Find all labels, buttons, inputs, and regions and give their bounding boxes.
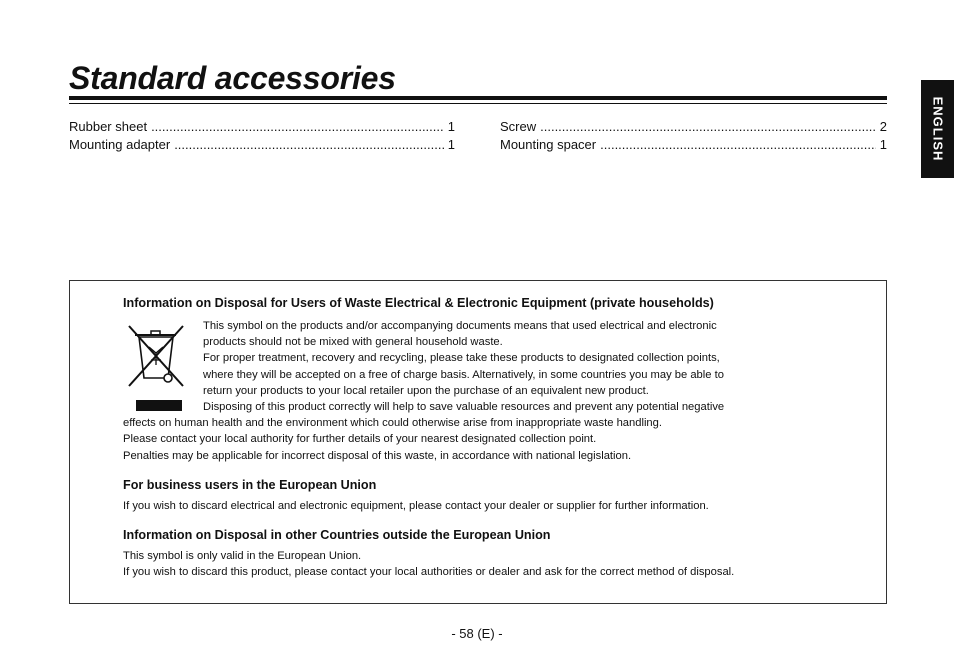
accessory-name: Mounting adapter — [69, 137, 171, 152]
households-line: return your products to your local retailer upon the purchase of an equivalent new product. — [203, 384, 649, 397]
households-line: This symbol on the products and/or accompanying documents means that used electrical and electronic — [203, 320, 717, 332]
households-line: Please contact your local authority for further details of your nearest designated collection point. — [123, 433, 597, 446]
households-section — [123, 318, 843, 464]
accessory-name: Screw — [500, 119, 537, 134]
heading-other-countries: Information on Disposal in other Countries outside the European Union — [123, 528, 551, 543]
dot-leader — [174, 136, 444, 154]
accessory-qty: 1 — [447, 119, 455, 134]
page-title: Standard accessories — [69, 60, 396, 96]
households-line: where they will be accepted on a free of charge basis. Alternatively, in some countries you may be able to — [203, 368, 724, 381]
language-tab — [921, 80, 954, 178]
accessories-list-left — [69, 118, 455, 154]
accessory-name: Rubber sheet — [69, 119, 148, 134]
business-text: If you wish to discard electrical and electronic equipment, please contact your dealer or supplier for further information. — [123, 499, 709, 512]
dot-leader — [151, 118, 444, 136]
accessory-row — [500, 136, 887, 154]
heading-households: Information on Disposal for Users of Waste Electrical & Electronic Equipment (private households) — [123, 296, 714, 310]
accessory-qty: 2 — [879, 119, 887, 134]
title-rule-thick — [69, 96, 887, 100]
other-countries-line: This symbol is only valid in the European Union. — [123, 550, 362, 563]
heading-business: For business users in the European Union — [123, 477, 377, 492]
dot-leader — [600, 136, 876, 154]
accessory-qty: 1 — [447, 137, 455, 152]
accessory-name: Mounting spacer — [500, 137, 597, 152]
households-line: products should not be mixed with general household waste. — [203, 336, 503, 349]
households-line: effects on human health and the environment which could otherwise arise from inappropriate waste handling. — [123, 417, 662, 430]
disposal-info-box — [69, 280, 887, 604]
language-tab-label: ENGLISH — [930, 96, 945, 162]
dot-leader — [540, 118, 876, 136]
disposal-content — [123, 295, 843, 580]
accessory-row — [500, 118, 887, 136]
page-number: - 58 (E) - — [451, 626, 503, 641]
households-line: For proper treatment, recovery and recycling, please take these products to designated collection points, — [203, 352, 720, 365]
households-line: Disposing of this product correctly will help to save valuable resources and prevent any potential negative — [203, 401, 725, 414]
accessory-qty: 1 — [879, 137, 887, 152]
accessory-row — [69, 136, 455, 154]
accessory-row — [69, 118, 455, 136]
other-countries-line: If you wish to discard this product, please contact your local authorities or dealer and ask for the correct method of disposal. — [123, 566, 735, 579]
accessories-list-right — [500, 118, 887, 154]
households-line: Penalties may be applicable for incorrect disposal of this waste, in accordance with national legislation. — [123, 449, 632, 462]
title-rule-thin — [69, 103, 887, 104]
crossed-out-wheeled-bin-icon — [123, 320, 187, 412]
